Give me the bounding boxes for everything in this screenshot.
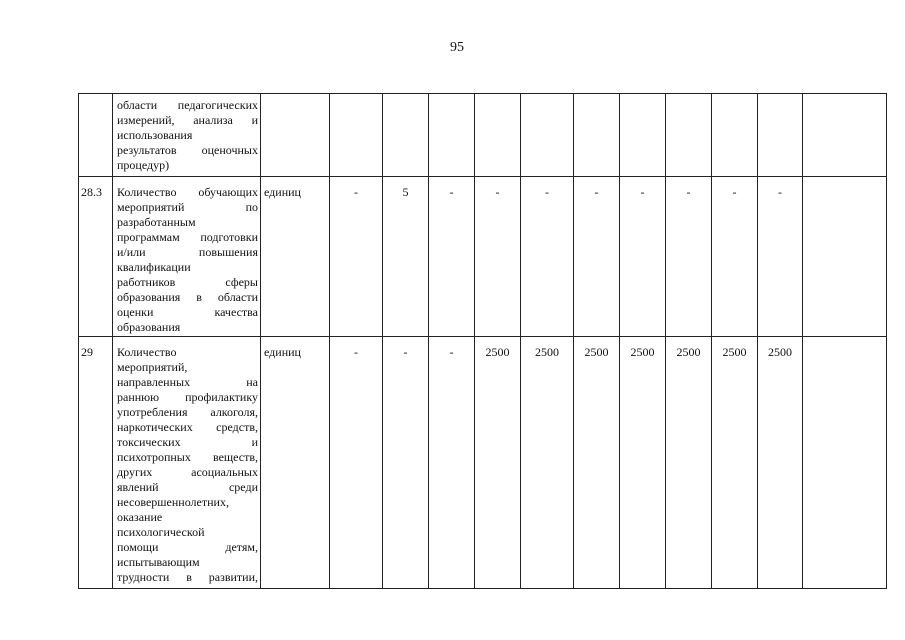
- value-cell: [383, 337, 429, 589]
- description-line: помощи детям,: [117, 540, 258, 554]
- description-line: оценки качества: [117, 305, 258, 319]
- indicator-description: [113, 94, 260, 173]
- value-cell: [383, 177, 429, 337]
- notes-cell: [803, 94, 887, 177]
- value-cell: [712, 337, 758, 589]
- description-line: употребления алкоголя,: [117, 405, 258, 419]
- value-cell: [574, 177, 620, 337]
- row-number-cell: [79, 94, 113, 177]
- value-text: -: [449, 185, 454, 199]
- value-text: 2500: [722, 345, 747, 359]
- unit-cell: [261, 337, 330, 589]
- table-row: [79, 337, 887, 589]
- value-text: 2500: [535, 345, 559, 359]
- description-line: токсических и: [117, 435, 258, 449]
- description-line: области педагогических: [117, 98, 258, 112]
- description-line: квалификации: [117, 260, 191, 274]
- description-line: результатов оценочных: [117, 143, 258, 157]
- description-line: разработанным: [117, 215, 196, 229]
- description-line: образования: [117, 320, 181, 334]
- description-line: психотропных веществ,: [117, 450, 258, 464]
- value-cell: [758, 177, 803, 337]
- value-text: 5: [402, 185, 409, 199]
- description-line: оказание: [117, 510, 163, 524]
- value-text: -: [495, 185, 500, 199]
- description-line: несовершеннолетних,: [117, 495, 229, 509]
- value-cell: [574, 337, 620, 589]
- value-text: -: [449, 345, 454, 359]
- value-cell: [475, 337, 521, 589]
- description-line: процедур): [117, 158, 170, 172]
- page-number: 95: [450, 40, 464, 55]
- value-text: -: [354, 345, 358, 359]
- value-cell: [521, 94, 574, 177]
- row-number-cell: [79, 337, 113, 589]
- value-cell: [620, 177, 666, 337]
- description-line: других асоциальных: [117, 465, 258, 479]
- row-number-cell: [79, 177, 113, 337]
- value-cell: [475, 94, 521, 177]
- value-cell: [521, 177, 574, 337]
- indicators-table: [78, 93, 887, 589]
- value-cell: [383, 94, 429, 177]
- value-cell: [574, 94, 620, 177]
- value-text: -: [778, 185, 782, 199]
- value-text: -: [732, 185, 737, 199]
- description-line: работников сферы: [117, 275, 258, 289]
- description-line: измерений, анализа и: [117, 113, 258, 127]
- notes-cell: [803, 337, 887, 589]
- table-row: [79, 177, 887, 337]
- value-text: 2500: [584, 345, 609, 359]
- description-line: и/или повышения: [117, 245, 258, 259]
- value-cell: [712, 177, 758, 337]
- indicator-description-cell: [113, 337, 261, 589]
- description-line: психологической: [117, 525, 205, 539]
- description-line: направленных на: [117, 375, 258, 389]
- notes-cell: [803, 177, 887, 337]
- value-text: 2500: [630, 345, 655, 359]
- description-line: мероприятий по: [117, 200, 258, 214]
- description-line: явлений среди: [117, 480, 258, 494]
- value-text: 2500: [768, 345, 792, 359]
- value-cell: [330, 337, 383, 589]
- indicator-description-cell: [113, 177, 261, 337]
- description-line: использования: [117, 128, 193, 142]
- value-text: 2500: [485, 345, 510, 359]
- value-text: -: [545, 185, 549, 199]
- indicator-description: [113, 177, 260, 335]
- indicator-description-cell: [113, 94, 261, 177]
- description-line: Количество: [117, 345, 177, 359]
- value-cell: [429, 94, 475, 177]
- description-line: наркотических средств,: [117, 420, 258, 434]
- value-cell: [712, 94, 758, 177]
- value-cell: [429, 177, 475, 337]
- value-cell: [620, 337, 666, 589]
- description-line: трудности в развитии,: [117, 570, 258, 584]
- value-text: -: [686, 185, 691, 199]
- value-text: 2500: [676, 345, 701, 359]
- description-line: мероприятий,: [117, 360, 188, 374]
- row-number: 29: [81, 345, 93, 359]
- value-text: -: [354, 185, 358, 199]
- value-cell: [521, 337, 574, 589]
- value-cell: [330, 94, 383, 177]
- indicator-description: [113, 337, 260, 585]
- value-text: -: [403, 345, 408, 359]
- value-text: -: [594, 185, 599, 199]
- description-line: программам подготовки: [117, 230, 258, 244]
- unit-text: единиц: [264, 185, 301, 199]
- value-cell: [666, 337, 712, 589]
- value-cell: [666, 94, 712, 177]
- unit-text: единиц: [264, 345, 301, 359]
- value-cell: [620, 94, 666, 177]
- description-line: образования в области: [117, 290, 258, 304]
- value-text: -: [640, 185, 645, 199]
- row-number: 28.3: [81, 185, 102, 199]
- unit-cell: [261, 177, 330, 337]
- value-cell: [475, 177, 521, 337]
- unit-cell: [261, 94, 330, 177]
- description-line: раннюю профилактику: [117, 390, 258, 404]
- value-cell: [758, 94, 803, 177]
- value-cell: [758, 337, 803, 589]
- description-line: Количество обучающих: [117, 185, 258, 199]
- value-cell: [429, 337, 475, 589]
- table-row: [79, 94, 887, 177]
- value-cell: [666, 177, 712, 337]
- value-cell: [330, 177, 383, 337]
- description-line: испытывающим: [117, 555, 200, 569]
